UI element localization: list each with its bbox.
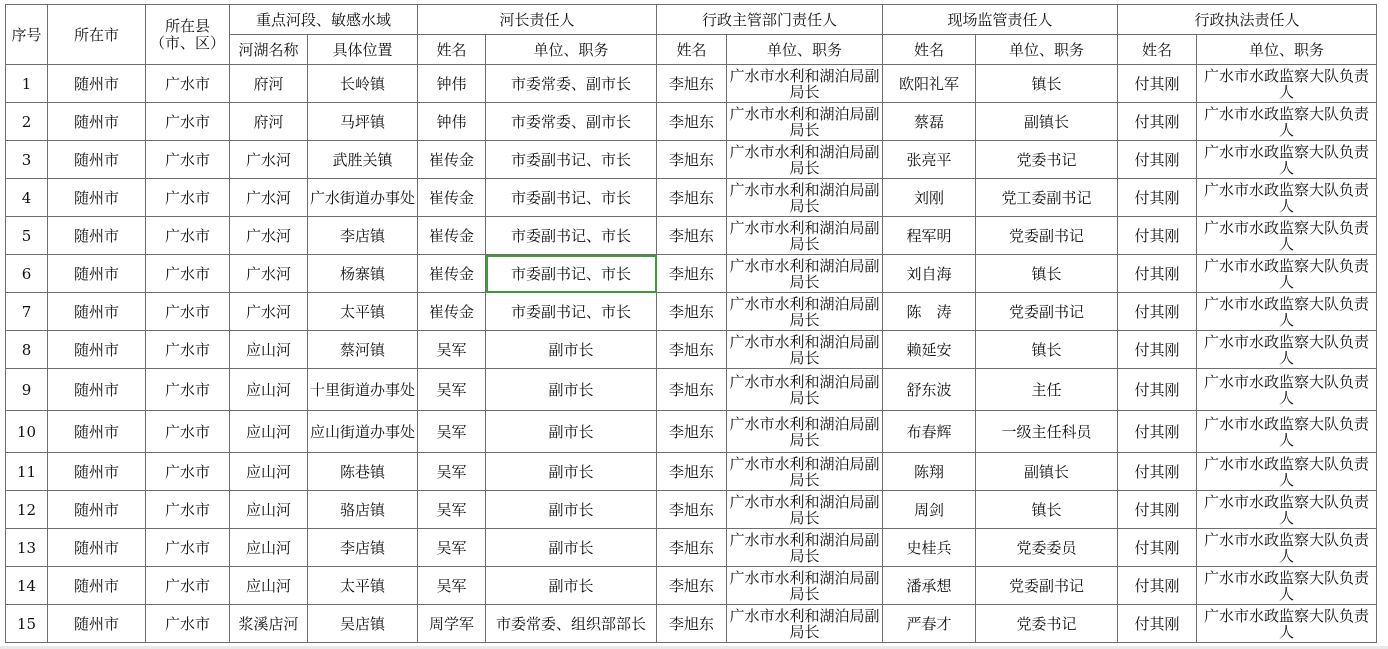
cell-county[interactable]: 广水市 [146, 491, 230, 529]
cell-onsite-post[interactable]: 党委书记 [976, 605, 1118, 643]
cell-admin-post[interactable]: 广水市水利和湖泊局副局长 [727, 217, 883, 255]
cell-seq[interactable]: 14 [6, 567, 48, 605]
cell-chief-name[interactable]: 吴军 [418, 529, 486, 567]
cell-location[interactable]: 杨寨镇 [308, 255, 418, 293]
cell-onsite-name[interactable]: 蔡磊 [883, 103, 976, 141]
table-row [6, 255, 1377, 293]
cell-onsite-name[interactable]: 舒东波 [883, 369, 976, 411]
cell-chief-post[interactable]: 市委常委、副市长 [486, 65, 657, 103]
table-row [6, 103, 1377, 141]
cell-admin-post[interactable]: 广水市水利和湖泊局副局长 [727, 369, 883, 411]
cell-enforce-post[interactable]: 广水市水政监察大队负责人 [1197, 293, 1377, 331]
cell-chief-name[interactable]: 崔传金 [418, 141, 486, 179]
cell-admin-name[interactable]: 李旭东 [657, 293, 727, 331]
table-body [6, 65, 1377, 643]
cell-enforce-name[interactable]: 付其刚 [1118, 453, 1197, 491]
cell-location[interactable]: 太平镇 [308, 293, 418, 331]
cell-city[interactable]: 随州市 [48, 567, 146, 605]
cell-chief-post[interactable]: 副市长 [486, 453, 657, 491]
cell-county[interactable]: 广水市 [146, 217, 230, 255]
cell-admin-post[interactable]: 广水市水利和湖泊局副局长 [727, 567, 883, 605]
cell-admin-name[interactable]: 李旭东 [657, 491, 727, 529]
cell-admin-post[interactable]: 广水市水利和湖泊局副局长 [727, 411, 883, 453]
cell-city[interactable]: 随州市 [48, 491, 146, 529]
cell-enforce-name[interactable]: 付其刚 [1118, 293, 1197, 331]
river-responsibility-table [5, 4, 1377, 643]
cell-enforce-name[interactable]: 付其刚 [1118, 605, 1197, 643]
cell-river-name[interactable]: 广水河 [230, 179, 308, 217]
cell-enforce-name[interactable]: 付其刚 [1118, 529, 1197, 567]
table-row [6, 491, 1377, 529]
header-admin-post[interactable]: 单位、职务 [727, 35, 883, 65]
table-row [6, 331, 1377, 369]
cell-enforce-post[interactable]: 广水市水政监察大队负责人 [1197, 453, 1377, 491]
header-location[interactable]: 具体位置 [308, 35, 418, 65]
cell-enforce-name[interactable]: 付其刚 [1118, 65, 1197, 103]
cell-city[interactable]: 随州市 [48, 529, 146, 567]
cell-location[interactable]: 陈巷镇 [308, 453, 418, 491]
cell-seq[interactable]: 8 [6, 331, 48, 369]
cell-admin-post[interactable]: 广水市水利和湖泊局副局长 [727, 179, 883, 217]
cell-onsite-post[interactable]: 党委副书记 [976, 217, 1118, 255]
table-row [6, 453, 1377, 491]
cell-county[interactable]: 广水市 [146, 65, 230, 103]
cell-enforce-post[interactable]: 广水市水政监察大队负责人 [1197, 65, 1377, 103]
cell-admin-name[interactable]: 李旭东 [657, 369, 727, 411]
cell-onsite-name[interactable]: 布春辉 [883, 411, 976, 453]
cell-chief-post[interactable]: 市委副书记、市长 [486, 255, 657, 293]
cell-admin-name[interactable]: 李旭东 [657, 605, 727, 643]
cell-county[interactable]: 广水市 [146, 411, 230, 453]
cell-admin-name[interactable]: 李旭东 [657, 217, 727, 255]
cell-chief-name[interactable]: 钟伟 [418, 65, 486, 103]
cell-onsite-name[interactable]: 欧阳礼军 [883, 65, 976, 103]
header-seq[interactable]: 序号 [6, 5, 48, 65]
cell-county[interactable]: 广水市 [146, 453, 230, 491]
cell-onsite-post[interactable]: 镇长 [976, 255, 1118, 293]
cell-enforce-post[interactable]: 广水市水政监察大队负责人 [1197, 529, 1377, 567]
cell-enforce-post[interactable]: 广水市水政监察大队负责人 [1197, 567, 1377, 605]
cell-onsite-post[interactable]: 镇长 [976, 331, 1118, 369]
header-enforce-group[interactable]: 行政执法责任人 [1118, 5, 1377, 35]
cell-enforce-name[interactable]: 付其刚 [1118, 369, 1197, 411]
header-admin-group[interactable]: 行政主管部门责任人 [657, 5, 883, 35]
cell-chief-name[interactable]: 崔传金 [418, 293, 486, 331]
cell-city[interactable]: 随州市 [48, 141, 146, 179]
cell-city[interactable]: 随州市 [48, 217, 146, 255]
cell-enforce-post[interactable]: 广水市水政监察大队负责人 [1197, 605, 1377, 643]
cell-location[interactable]: 应山街道办事处 [308, 411, 418, 453]
cell-chief-post[interactable]: 市委副书记、市长 [486, 293, 657, 331]
cell-chief-post[interactable]: 市委副书记、市长 [486, 179, 657, 217]
cell-admin-name[interactable]: 李旭东 [657, 141, 727, 179]
cell-chief-post[interactable]: 市委副书记、市长 [486, 217, 657, 255]
cell-enforce-post[interactable]: 广水市水政监察大队负责人 [1197, 411, 1377, 453]
cell-onsite-post[interactable]: 党委副书记 [976, 567, 1118, 605]
cell-county[interactable]: 广水市 [146, 605, 230, 643]
cell-chief-post[interactable]: 副市长 [486, 331, 657, 369]
cell-county[interactable]: 广水市 [146, 255, 230, 293]
cell-chief-post[interactable]: 市委常委、副市长 [486, 103, 657, 141]
cell-onsite-name[interactable]: 程军明 [883, 217, 976, 255]
cell-admin-post[interactable]: 广水市水利和湖泊局副局长 [727, 103, 883, 141]
cell-admin-post[interactable]: 广水市水利和湖泊局副局长 [727, 491, 883, 529]
cell-onsite-name[interactable]: 周剑 [883, 491, 976, 529]
cell-location[interactable]: 十里街道办事处 [308, 369, 418, 411]
cell-location[interactable]: 蔡河镇 [308, 331, 418, 369]
cell-location[interactable]: 吴店镇 [308, 605, 418, 643]
cell-enforce-name[interactable]: 付其刚 [1118, 103, 1197, 141]
cell-admin-post[interactable]: 广水市水利和湖泊局副局长 [727, 65, 883, 103]
cell-chief-post[interactable]: 副市长 [486, 369, 657, 411]
cell-city[interactable]: 随州市 [48, 255, 146, 293]
cell-location[interactable]: 李店镇 [308, 529, 418, 567]
cell-chief-name[interactable]: 吴军 [418, 369, 486, 411]
cell-enforce-post[interactable]: 广水市水政监察大队负责人 [1197, 217, 1377, 255]
cell-onsite-name[interactable]: 刘刚 [883, 179, 976, 217]
cell-onsite-name[interactable]: 陈 涛 [883, 293, 976, 331]
header-enforce-name[interactable]: 姓名 [1118, 35, 1197, 65]
cell-seq[interactable]: 12 [6, 491, 48, 529]
cell-river-name[interactable]: 府河 [230, 103, 308, 141]
cell-enforce-post[interactable]: 广水市水政监察大队负责人 [1197, 491, 1377, 529]
cell-county[interactable]: 广水市 [146, 141, 230, 179]
header-county[interactable]: 所在县（市、区） [146, 5, 230, 65]
table-row [6, 65, 1377, 103]
cell-admin-name[interactable]: 李旭东 [657, 255, 727, 293]
cell-county[interactable]: 广水市 [146, 103, 230, 141]
cell-county[interactable]: 广水市 [146, 331, 230, 369]
header-onsite-name[interactable]: 姓名 [883, 35, 976, 65]
cell-enforce-name[interactable]: 付其刚 [1118, 491, 1197, 529]
cell-county[interactable]: 广水市 [146, 369, 230, 411]
cell-seq[interactable]: 7 [6, 293, 48, 331]
table-row [6, 411, 1377, 453]
cell-location[interactable]: 骆店镇 [308, 491, 418, 529]
cell-admin-post[interactable]: 广水市水利和湖泊局副局长 [727, 453, 883, 491]
cell-admin-post[interactable]: 广水市水利和湖泊局副局长 [727, 331, 883, 369]
cell-seq[interactable]: 9 [6, 369, 48, 411]
cell-admin-post[interactable]: 广水市水利和湖泊局副局长 [727, 255, 883, 293]
cell-seq[interactable]: 10 [6, 411, 48, 453]
cell-admin-name[interactable]: 李旭东 [657, 567, 727, 605]
cell-onsite-post[interactable]: 镇长 [976, 65, 1118, 103]
header-chief-group[interactable]: 河长责任人 [418, 5, 657, 35]
cell-river-name[interactable]: 广水河 [230, 255, 308, 293]
cell-onsite-name[interactable]: 张亮平 [883, 141, 976, 179]
cell-location[interactable]: 武胜关镇 [308, 141, 418, 179]
cell-chief-name[interactable]: 钟伟 [418, 103, 486, 141]
cell-admin-name[interactable]: 李旭东 [657, 179, 727, 217]
cell-location[interactable]: 长岭镇 [308, 65, 418, 103]
cell-onsite-name[interactable]: 陈翔 [883, 453, 976, 491]
cell-chief-name[interactable]: 崔传金 [418, 217, 486, 255]
table-row [6, 141, 1377, 179]
cell-onsite-post[interactable]: 党委委员 [976, 529, 1118, 567]
cell-river-name[interactable]: 府河 [230, 65, 308, 103]
cell-admin-post[interactable]: 广水市水利和湖泊局副局长 [727, 605, 883, 643]
cell-admin-post[interactable]: 广水市水利和湖泊局副局长 [727, 141, 883, 179]
table-row [6, 369, 1377, 411]
cell-onsite-post[interactable]: 党委书记 [976, 141, 1118, 179]
cell-county[interactable]: 广水市 [146, 529, 230, 567]
cell-seq[interactable]: 15 [6, 605, 48, 643]
cell-admin-post[interactable]: 广水市水利和湖泊局副局长 [727, 529, 883, 567]
header-chief-name[interactable]: 姓名 [418, 35, 486, 65]
cell-river-name[interactable]: 应山河 [230, 567, 308, 605]
cell-river-name[interactable]: 应山河 [230, 491, 308, 529]
cell-city[interactable]: 随州市 [48, 179, 146, 217]
table-row [6, 293, 1377, 331]
cell-onsite-post[interactable]: 副镇长 [976, 453, 1118, 491]
cell-chief-name[interactable]: 周学军 [418, 605, 486, 643]
cell-admin-name[interactable]: 李旭东 [657, 453, 727, 491]
cell-chief-name[interactable]: 吴军 [418, 331, 486, 369]
cell-seq[interactable]: 3 [6, 141, 48, 179]
cell-county[interactable]: 广水市 [146, 293, 230, 331]
cell-enforce-post[interactable]: 广水市水政监察大队负责人 [1197, 179, 1377, 217]
cell-city[interactable]: 随州市 [48, 411, 146, 453]
cell-onsite-post[interactable]: 一级主任科员 [976, 411, 1118, 453]
cell-location[interactable]: 李店镇 [308, 217, 418, 255]
header-onsite-group[interactable]: 现场监管责任人 [883, 5, 1118, 35]
cell-county[interactable]: 广水市 [146, 567, 230, 605]
cell-chief-post[interactable]: 副市长 [486, 529, 657, 567]
cell-enforce-post[interactable]: 广水市水政监察大队负责人 [1197, 331, 1377, 369]
cell-city[interactable]: 随州市 [48, 65, 146, 103]
header-enforce-post[interactable]: 单位、职务 [1197, 35, 1377, 65]
header-admin-name[interactable]: 姓名 [657, 35, 727, 65]
cell-onsite-name[interactable]: 史桂兵 [883, 529, 976, 567]
cell-chief-name[interactable]: 吴军 [418, 491, 486, 529]
cell-city[interactable]: 随州市 [48, 369, 146, 411]
cell-seq[interactable]: 1 [6, 65, 48, 103]
spreadsheet [5, 4, 1377, 643]
cell-admin-name[interactable]: 李旭东 [657, 411, 727, 453]
cell-seq[interactable]: 13 [6, 529, 48, 567]
cell-location[interactable]: 太平镇 [308, 567, 418, 605]
cell-city[interactable]: 随州市 [48, 103, 146, 141]
cell-onsite-name[interactable]: 严春才 [883, 605, 976, 643]
cell-enforce-name[interactable]: 付其刚 [1118, 255, 1197, 293]
cell-river-name[interactable]: 广水河 [230, 293, 308, 331]
header-chief-post[interactable]: 单位、职务 [486, 35, 657, 65]
cell-chief-name[interactable]: 吴军 [418, 567, 486, 605]
cell-river-name[interactable]: 应山河 [230, 529, 308, 567]
cell-river-name[interactable]: 广水河 [230, 141, 308, 179]
header-onsite-post[interactable]: 单位、职务 [976, 35, 1118, 65]
cell-river-name[interactable]: 应山河 [230, 369, 308, 411]
cell-onsite-name[interactable]: 潘承想 [883, 567, 976, 605]
cell-chief-name[interactable]: 崔传金 [418, 179, 486, 217]
table-row [6, 529, 1377, 567]
header-river-name[interactable]: 河湖名称 [230, 35, 308, 65]
cell-seq[interactable]: 11 [6, 453, 48, 491]
table-row [6, 179, 1377, 217]
cell-chief-name[interactable]: 吴军 [418, 453, 486, 491]
cell-chief-name[interactable]: 崔传金 [418, 255, 486, 293]
table-row [6, 605, 1377, 643]
cell-enforce-name[interactable]: 付其刚 [1118, 567, 1197, 605]
cell-onsite-name[interactable]: 刘自海 [883, 255, 976, 293]
cell-enforce-name[interactable]: 付其刚 [1118, 179, 1197, 217]
cell-onsite-post[interactable]: 主任 [976, 369, 1118, 411]
cell-enforce-post[interactable]: 广水市水政监察大队负责人 [1197, 369, 1377, 411]
cell-chief-post[interactable]: 市委常委、组织部部长 [486, 605, 657, 643]
table-header [6, 5, 1377, 65]
cell-onsite-post[interactable]: 党工委副书记 [976, 179, 1118, 217]
cell-seq[interactable]: 6 [6, 255, 48, 293]
cell-chief-post[interactable]: 副市长 [486, 491, 657, 529]
cell-seq[interactable]: 4 [6, 179, 48, 217]
header-city[interactable]: 所在市 [48, 5, 146, 65]
cell-river-name[interactable]: 广水河 [230, 217, 308, 255]
cell-location[interactable]: 广水街道办事处 [308, 179, 418, 217]
cell-river-name[interactable]: 应山河 [230, 453, 308, 491]
cell-chief-post[interactable]: 副市长 [486, 567, 657, 605]
cell-city[interactable]: 随州市 [48, 605, 146, 643]
cell-city[interactable]: 随州市 [48, 453, 146, 491]
cell-admin-name[interactable]: 李旭东 [657, 331, 727, 369]
cell-enforce-post[interactable]: 广水市水政监察大队负责人 [1197, 255, 1377, 293]
cell-enforce-post[interactable]: 广水市水政监察大队负责人 [1197, 141, 1377, 179]
cell-onsite-name[interactable]: 赖延安 [883, 331, 976, 369]
cell-onsite-post[interactable]: 镇长 [976, 491, 1118, 529]
cell-onsite-post[interactable]: 副镇长 [976, 103, 1118, 141]
cell-river-name[interactable]: 应山河 [230, 411, 308, 453]
cell-river-name[interactable]: 浆溪店河 [230, 605, 308, 643]
cell-admin-name[interactable]: 李旭东 [657, 103, 727, 141]
cell-enforce-post[interactable]: 广水市水政监察大队负责人 [1197, 103, 1377, 141]
cell-admin-name[interactable]: 李旭东 [657, 65, 727, 103]
cell-admin-post[interactable]: 广水市水利和湖泊局副局长 [727, 293, 883, 331]
cell-river-name[interactable]: 应山河 [230, 331, 308, 369]
cell-county[interactable]: 广水市 [146, 179, 230, 217]
header-river-group[interactable]: 重点河段、敏感水域 [230, 5, 418, 35]
cell-chief-name[interactable]: 吴军 [418, 411, 486, 453]
table-row [6, 217, 1377, 255]
cell-chief-post[interactable]: 市委副书记、市长 [486, 141, 657, 179]
cell-location[interactable]: 马坪镇 [308, 103, 418, 141]
cell-admin-name[interactable]: 李旭东 [657, 529, 727, 567]
cell-city[interactable]: 随州市 [48, 331, 146, 369]
cell-chief-post[interactable]: 副市长 [486, 411, 657, 453]
cell-city[interactable]: 随州市 [48, 293, 146, 331]
cell-seq[interactable]: 2 [6, 103, 48, 141]
table-row [6, 567, 1377, 605]
cell-onsite-post[interactable]: 党委副书记 [976, 293, 1118, 331]
cell-enforce-name[interactable]: 付其刚 [1118, 217, 1197, 255]
cell-enforce-name[interactable]: 付其刚 [1118, 331, 1197, 369]
cell-enforce-name[interactable]: 付其刚 [1118, 411, 1197, 453]
cell-seq[interactable]: 5 [6, 217, 48, 255]
cell-enforce-name[interactable]: 付其刚 [1118, 141, 1197, 179]
